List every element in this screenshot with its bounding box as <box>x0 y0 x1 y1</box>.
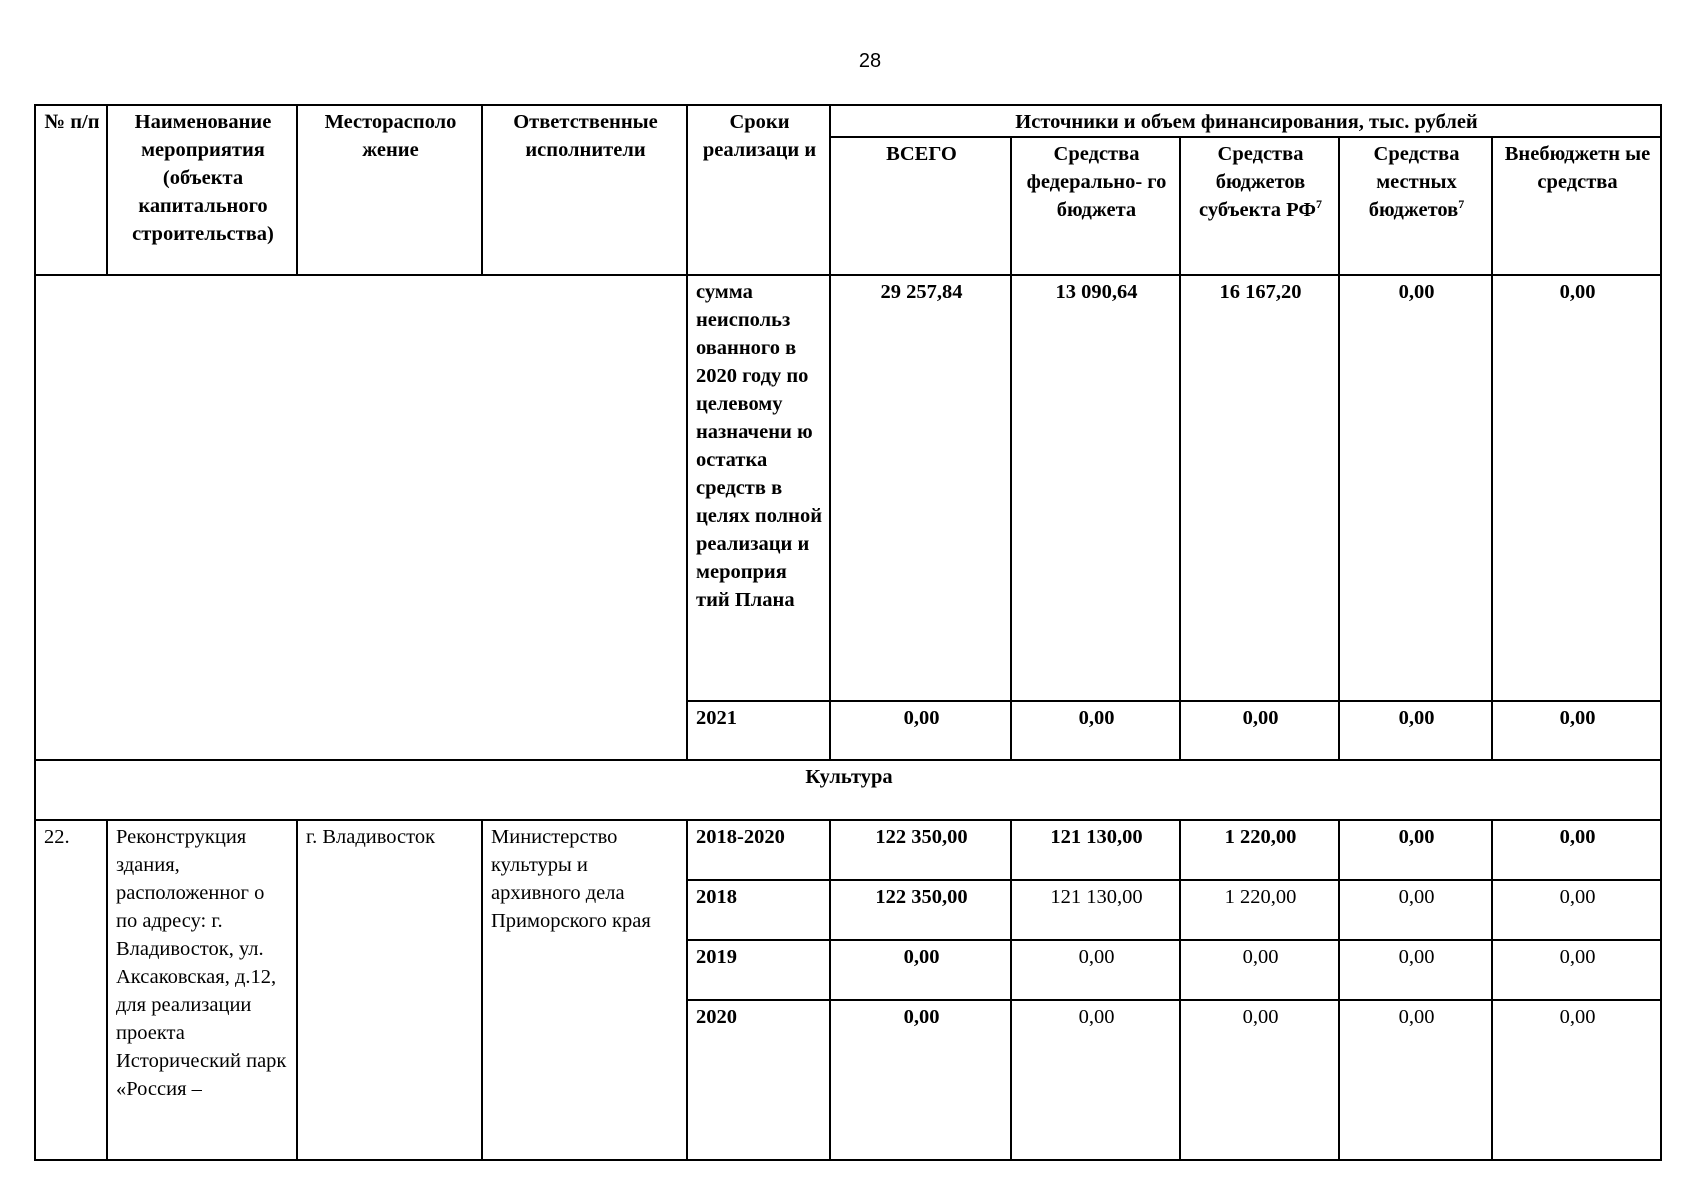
header-location: Месторасполо жение <box>297 105 482 275</box>
cell-subject: 0,00 <box>1180 940 1339 1000</box>
header-total: ВСЕГО <box>830 137 1011 275</box>
header-subject <box>1180 137 1339 275</box>
cell-extra: 0,00 <box>1492 820 1661 880</box>
cell-federal: 121 130,00 <box>1011 880 1180 940</box>
cell-federal: 13 090,64 <box>1011 275 1180 701</box>
header-financing-group: Источники и объем финансирования, тыс. рублей <box>830 105 1661 137</box>
section-row <box>35 760 1661 820</box>
empty-merged-cell <box>35 275 687 760</box>
header-subject-label: Средства бюджетов субъекта РФ <box>1199 143 1316 221</box>
cell-total: 0,00 <box>830 940 1011 1000</box>
header-terms: Сроки реализаци и <box>687 105 830 275</box>
header-local-footnote: 7 <box>1458 197 1465 212</box>
cell-term: 2019 <box>687 940 830 1000</box>
cell-subject: 1 220,00 <box>1180 880 1339 940</box>
cell-extra: 0,00 <box>1492 940 1661 1000</box>
header-num: № п/п <box>35 105 107 275</box>
header-name: Наименование мероприятия (объекта капитального строительства) <box>107 105 297 275</box>
cell-total: 0,00 <box>830 701 1011 760</box>
cell-local: 0,00 <box>1339 880 1492 940</box>
cell-local: 0,00 <box>1339 275 1492 701</box>
header-extra: Внебюджетн ые средства <box>1492 137 1661 275</box>
cell-total: 122 350,00 <box>830 880 1011 940</box>
header-row-1 <box>35 105 1661 137</box>
header-local-label: Средства местных бюджетов <box>1368 143 1460 221</box>
cell-total: 122 350,00 <box>830 820 1011 880</box>
cell-term: 2021 <box>687 701 830 760</box>
cell-total: 0,00 <box>830 1000 1011 1160</box>
cell-extra: 0,00 <box>1492 880 1661 940</box>
cell-term: сумма неиспольз ованного в 2020 году по целевому назначени ю остатка средств в целях полной реализаци и мероприя тий Плана <box>687 275 830 701</box>
item-name: Реконструкция здания, расположенног о по адресу: г. Владивосток, ул. Аксаковская, д.12, для реализации проекта Исторический парк «Россия – <box>107 820 297 1160</box>
cell-extra: 0,00 <box>1492 275 1661 701</box>
financing-table <box>34 104 1662 1161</box>
cell-subject: 0,00 <box>1180 1000 1339 1160</box>
cell-total: 29 257,84 <box>830 275 1011 701</box>
cell-term: 2018-2020 <box>687 820 830 880</box>
cell-federal: 0,00 <box>1011 701 1180 760</box>
header-local <box>1339 137 1492 275</box>
item-executors: Министерство культуры и архивного дела Приморского края <box>482 820 687 1160</box>
cell-local: 0,00 <box>1339 820 1492 880</box>
cell-federal: 0,00 <box>1011 1000 1180 1160</box>
table-row-item22-period <box>35 820 1661 880</box>
cell-extra: 0,00 <box>1492 1000 1661 1160</box>
cell-federal: 121 130,00 <box>1011 820 1180 880</box>
item-location: г. Владивосток <box>297 820 482 1160</box>
cell-local: 0,00 <box>1339 940 1492 1000</box>
cell-extra: 0,00 <box>1492 701 1661 760</box>
section-title: Культура <box>35 760 1661 820</box>
header-executors: Ответственные исполнители <box>482 105 687 275</box>
cell-local: 0,00 <box>1339 701 1492 760</box>
page-number: 28 <box>858 50 882 72</box>
item-number: 22. <box>35 820 107 1160</box>
cell-federal: 0,00 <box>1011 940 1180 1000</box>
cell-subject: 0,00 <box>1180 701 1339 760</box>
cell-local: 0,00 <box>1339 1000 1492 1160</box>
cell-subject: 1 220,00 <box>1180 820 1339 880</box>
header-federal: Средства федерально- го бюджета <box>1011 137 1180 275</box>
header-subject-footnote: 7 <box>1315 197 1322 212</box>
cell-term: 2020 <box>687 1000 830 1160</box>
cell-subject: 16 167,20 <box>1180 275 1339 701</box>
cell-term: 2018 <box>687 880 830 940</box>
table-row-unused-sum <box>35 275 1661 701</box>
